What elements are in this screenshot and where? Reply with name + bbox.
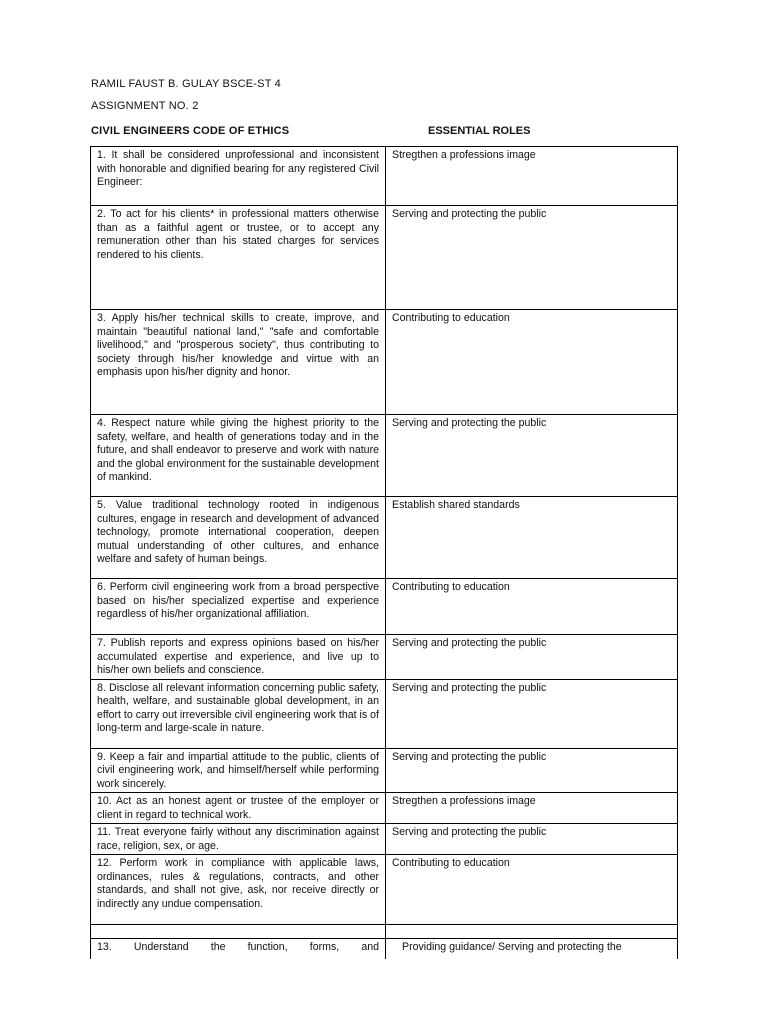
table-row <box>91 824 678 855</box>
column-heading-essential-roles: ESSENTIAL ROLES <box>428 125 531 137</box>
table-row <box>91 147 678 206</box>
code-cell: 10. Act as an honest agent or trustee of the employer or client in regard to technical work. <box>91 793 386 824</box>
code-cell: 13. Understand the function, forms, and <box>91 939 386 959</box>
table-row-empty <box>91 925 678 939</box>
role-cell <box>386 679 678 748</box>
role-cell <box>386 310 678 415</box>
role-cell <box>386 206 678 310</box>
ethics-table <box>90 146 678 959</box>
table-row <box>91 310 678 415</box>
code-cell: 6. Perform civil engineering work from a broad perspective based on his/her specialized expertise and experience regardless of his/her organizational affiliation. <box>91 579 386 635</box>
table-row <box>91 855 678 925</box>
role-text: Stregthen a professions image <box>392 795 536 807</box>
code-cell: 8. Disclose all relevant information concerning public safety, health, welfare, and sustainable global development, in an effort to carry out irreversible civil engineering work that is of long-term and large-scale in nature. <box>91 679 386 748</box>
role-text: Serving and protecting the public <box>392 208 547 220</box>
role-text: Establish shared standards <box>392 499 520 511</box>
table-row <box>91 635 678 680</box>
role-text: Stregthen a professions image <box>392 149 536 161</box>
code-cell: 11. Treat everyone fairly without any discrimination against race, religion, sex, or age. <box>91 824 386 855</box>
code-cell <box>91 925 386 939</box>
role-cell <box>386 939 678 959</box>
role-cell <box>386 925 678 939</box>
code-cell: 3. Apply his/her technical skills to create, improve, and maintain "beautiful national land," "safe and comfortable livelihood," and "prosperous society", thus contributing to society through his/her knowledge and virtue with an emphasis upon his/her dignity and honor. <box>91 310 386 415</box>
role-cell <box>386 635 678 680</box>
role-cell <box>386 748 678 793</box>
role-text: Contributing to education <box>392 581 510 593</box>
table-row <box>91 679 678 748</box>
code-cell: 12. Perform work in compliance with applicable laws, ordinances, rules & regulations, contracts, and other standards, and shall not give, ask, nor receive directly or indirectly any undue compensation. <box>91 855 386 925</box>
code-cell: 4. Respect nature while giving the highest priority to the safety, welfare, and health of generations today and in the future, and shall endeavor to preserve and work with nature and the global environment for the sustainable development of mankind. <box>91 415 386 497</box>
code-cell: 7. Publish reports and express opinions based on his/her accumulated expertise and experience, and live up to his/her own beliefs and conscience. <box>91 635 386 680</box>
code-cell: 9. Keep a fair and impartial attitude to the public, clients of civil engineering work, and himself/herself while performing work sincerely. <box>91 748 386 793</box>
table-row <box>91 939 678 959</box>
code-cell: 5. Value traditional technology rooted in indigenous cultures, engage in research and development of advanced technology, promote international cooperation, deepen mutual understanding of other cultures, and enhance welfare and safety of human beings. <box>91 497 386 579</box>
code-cell: 1. It shall be considered unprofessional and inconsistent with honorable and dignified bearing for any registered Civil Engineer: <box>91 147 386 206</box>
assignment-title: ASSIGNMENT NO. 2 <box>91 100 199 112</box>
role-cell <box>386 793 678 824</box>
role-cell <box>386 855 678 925</box>
student-name-line: RAMIL FAUST B. GULAY BSCE-ST 4 <box>91 78 282 90</box>
role-cell <box>386 824 678 855</box>
role-cell <box>386 497 678 579</box>
code-cell: 2. To act for his clients* in professional matters otherwise than as a faithful agent or trustee, or to accept any remuneration other than his stated charges for services rendered to his clients. <box>91 206 386 310</box>
role-text: Serving and protecting the public <box>392 750 547 763</box>
table-row <box>91 415 678 497</box>
role-text: Serving and protecting the public <box>392 826 547 838</box>
role-cell <box>386 147 678 206</box>
table-row <box>91 579 678 635</box>
table-row <box>91 206 678 310</box>
role-cell <box>386 579 678 635</box>
role-text: Providing guidance/ Serving and protecting the <box>402 941 622 953</box>
role-text: Serving and protecting the public <box>392 417 547 429</box>
role-text: Contributing to education <box>392 312 510 324</box>
role-text: Serving and protecting the public <box>392 637 547 649</box>
column-heading-code-of-ethics: CIVIL ENGINEERS CODE OF ETHICS <box>91 125 290 137</box>
role-cell <box>386 415 678 497</box>
table-row <box>91 497 678 579</box>
table-row <box>91 793 678 824</box>
role-text: Serving and protecting the public <box>392 681 547 694</box>
role-text: Contributing to education <box>392 857 510 869</box>
table-row <box>91 748 678 793</box>
